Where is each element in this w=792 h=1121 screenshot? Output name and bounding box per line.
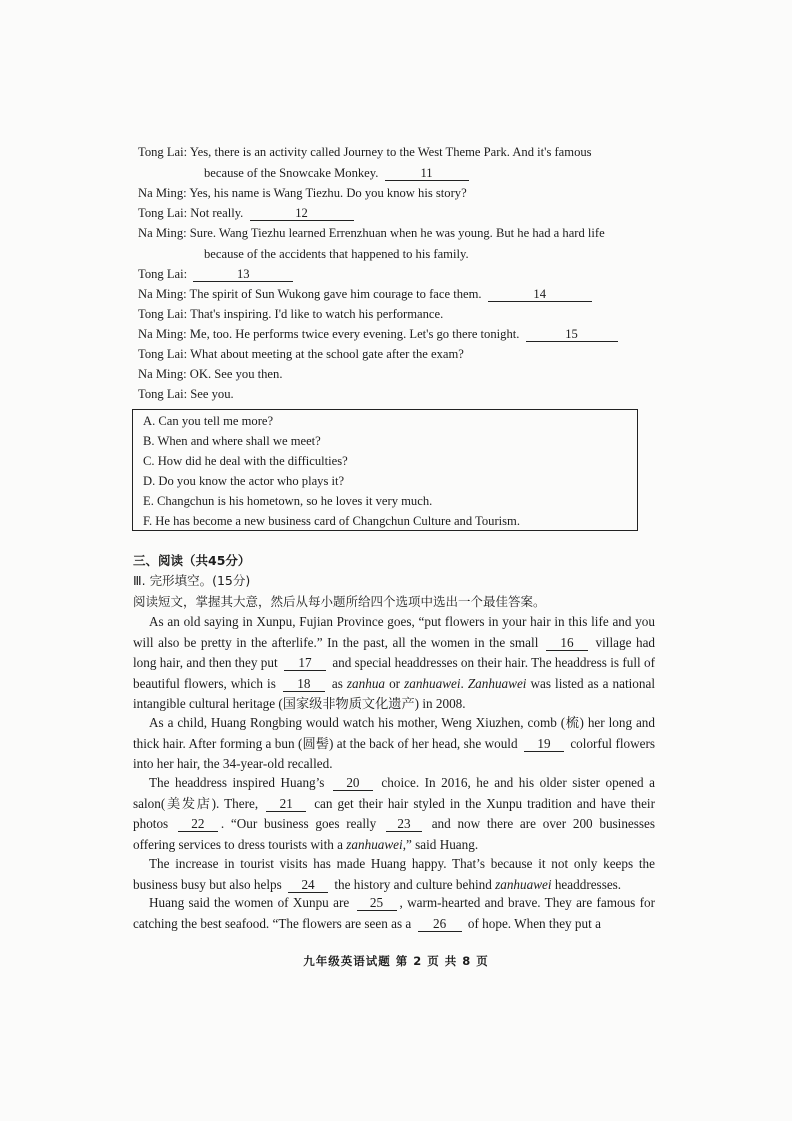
speaker: Tong Lai:	[138, 307, 188, 321]
dialogue-line-11	[138, 346, 464, 362]
dialogue-line-9	[138, 306, 443, 322]
dialogue-line-4	[138, 205, 357, 221]
dialogue-text: because of the accidents that happened to his family.	[204, 247, 469, 261]
blank-25[interactable]: 25	[357, 896, 397, 911]
option-d[interactable]: D. Do you know the actor who plays it?	[143, 474, 345, 488]
blank-26[interactable]: 26	[418, 917, 462, 932]
dialogue-text: See you.	[190, 387, 234, 401]
speaker: Tong Lai:	[138, 387, 188, 401]
speaker: Na Ming:	[138, 367, 187, 381]
dialogue-text: The spirit of Sun Wukong gave him courage to face them.	[189, 287, 482, 301]
blank-11[interactable]: 11	[385, 166, 469, 181]
blank-18[interactable]: 18	[283, 677, 325, 692]
dialogue-text: Me, too. He performs twice every evening. Let's go there tonight.	[189, 327, 520, 341]
speaker: Tong Lai:	[138, 206, 188, 220]
paragraph-3: The headdress inspired Huang’s 20 choice. In 2016, he and his older sister opened a salon(美发店). There, 21 can get their hair styled in the Xunpu tradition and have their photos 22 . “Our business goes really 23 and now there are over 200 businesses offering services to dress tourists with a zanhuawei,” said Huang.	[133, 775, 656, 852]
paragraph-5: Huang said the women of Xunpu are 25 , warm-hearted and brave. They are famous for catching the best seafood. “The flowers are seen as a 26 of hope. When they put a	[133, 895, 655, 931]
blank-12[interactable]: 12	[250, 206, 354, 221]
option-e[interactable]: E. Changchun is his hometown, so he loves it very much.	[143, 494, 433, 508]
dialogue-text: What about meeting at the school gate after the exam?	[190, 347, 464, 361]
option-c[interactable]: C. How did he deal with the difficulties?	[143, 454, 348, 468]
options-box	[132, 409, 638, 531]
section-instruction: 阅读短文，掌握其大意，然后从每小题所给四个选项中选出一个最佳答案。	[133, 594, 546, 609]
blank-24[interactable]: 24	[288, 878, 328, 893]
dialogue-text: Yes, there is an activity called Journey to the West Theme Park. And it's famous	[189, 145, 592, 159]
blank-15[interactable]: 15	[526, 327, 618, 342]
dialogue-text: Yes, his name is Wang Tiezhu. Do you know his story?	[189, 186, 467, 200]
speaker: Tong Lai:	[138, 145, 188, 159]
speaker: Na Ming:	[138, 226, 187, 240]
dialogue-line-5	[138, 225, 605, 241]
blank-16[interactable]: 16	[546, 636, 588, 651]
dialogue-line-10	[138, 326, 621, 342]
paragraph-2: As a child, Huang Rongbing would watch his mother, Weng Xiuzhen, comb (梳) her long and thick hair. After forming a bun (圆髻) at the back of her head, she would 19 colorful flowers into her hair, the 34-year-old recalled.	[133, 715, 656, 771]
blank-20[interactable]: 20	[333, 776, 373, 791]
section-title: 三、阅读（共45分）	[133, 553, 251, 568]
paragraph-1: As an old saying in Xunpu, Fujian Province goes, “put flowers in your hair in this life and you will also be pretty in the afterlife.” In the past, all the women in the small 16 village had long hair, and then they put 17 and special headdresses on their hair. The headdress is full of beautiful flowers, which is 18 as zanhua or zanhuawei. Zanhuawei was listed as a national intangible cultural heritage (国家级非物质文化遗产) in 2008.	[133, 614, 656, 711]
dialogue-line-8	[138, 286, 595, 302]
dialogue-line-13	[138, 386, 234, 402]
blank-23[interactable]: 23	[386, 817, 422, 832]
dialogue-line-1	[138, 144, 592, 160]
speaker: Na Ming:	[138, 327, 187, 341]
dialogue-line-2	[204, 165, 472, 181]
option-b[interactable]: B. When and where shall we meet?	[143, 434, 321, 448]
dialogue-text: because of the Snowcake Monkey.	[204, 166, 379, 180]
speaker: Tong Lai:	[138, 267, 188, 281]
dialogue-text: OK. See you then.	[189, 367, 283, 381]
dialogue-line-12	[138, 366, 282, 382]
blank-13[interactable]: 13	[193, 267, 293, 282]
option-f[interactable]: F. He has become a new business card of Changchun Culture and Tourism.	[143, 514, 521, 528]
blank-14[interactable]: 14	[488, 287, 592, 302]
paragraph-4: The increase in tourist visits has made Huang happy. That’s because it not only keeps the business busy but also helps 24 the history and culture behind zanhuawei headdresses.	[133, 856, 655, 892]
speaker: Na Ming:	[138, 186, 187, 200]
section-subtitle: Ⅲ. 完形填空。(15分)	[133, 573, 251, 588]
dialogue-text: Not really.	[190, 206, 244, 220]
dialogue-line-7	[138, 266, 296, 282]
speaker: Tong Lai:	[138, 347, 188, 361]
blank-19[interactable]: 19	[524, 737, 564, 752]
option-a[interactable]: A. Can you tell me more?	[143, 414, 274, 428]
dialogue-text: That's inspiring. I'd like to watch his performance.	[190, 307, 444, 321]
blank-22[interactable]: 22	[178, 817, 218, 832]
page-footer: 九年级英语试题 第 2 页 共 8 页	[303, 954, 489, 968]
speaker: Na Ming:	[138, 287, 187, 301]
blank-17[interactable]: 17	[284, 656, 326, 671]
dialogue-line-3	[138, 185, 467, 201]
dialogue-text: Sure. Wang Tiezhu learned Errenzhuan when he was young. But he had a hard life	[189, 226, 605, 240]
dialogue-line-6	[204, 246, 469, 262]
blank-21[interactable]: 21	[266, 797, 306, 812]
